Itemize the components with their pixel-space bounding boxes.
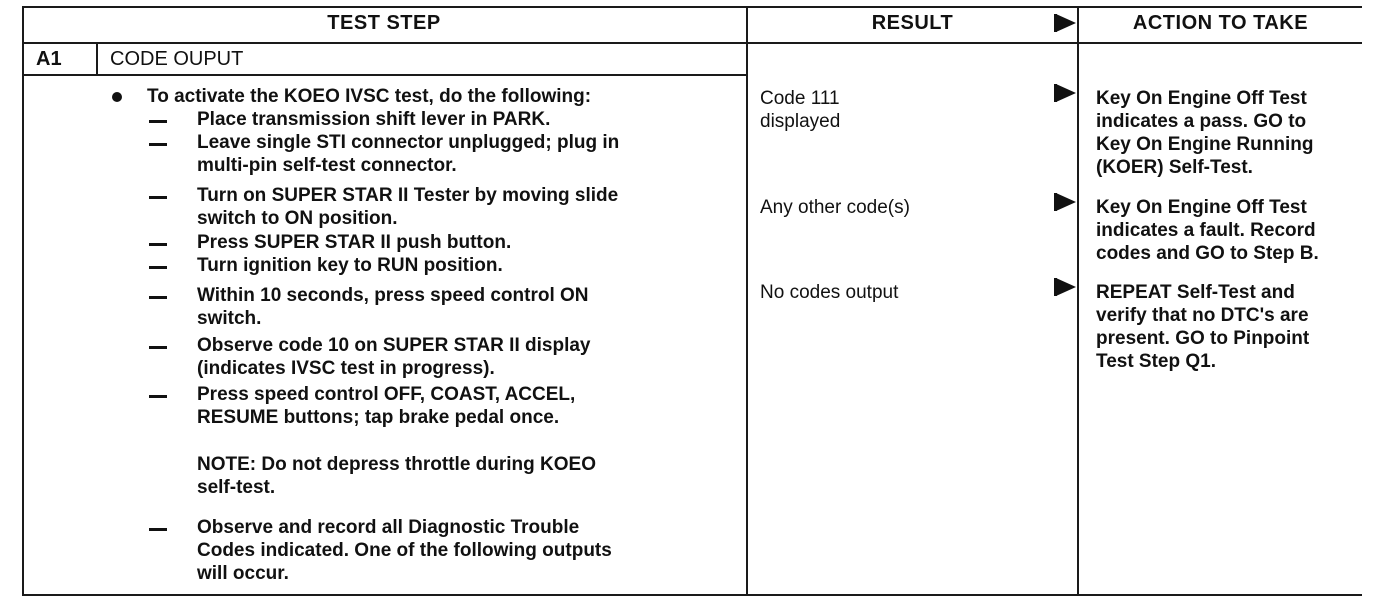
action-text: codes and GO to Step B. (1096, 243, 1319, 264)
result-column-divider (746, 6, 748, 596)
final-instruction-cont: will occur. (197, 563, 289, 584)
action-column-divider (1077, 6, 1079, 596)
step-title-bottom-border (22, 74, 747, 76)
action-text: Test Step Q1. (1096, 351, 1217, 372)
note-text-cont: self-test. (197, 477, 276, 498)
instruction-item: Within 10 seconds, press speed control ON (197, 285, 589, 306)
dash-icon (149, 143, 167, 146)
step-title: CODE OUPUT (110, 48, 244, 70)
bottom-border (22, 594, 1362, 596)
note-text: NOTE: Do not depress throttle during KOEO (197, 454, 596, 475)
action-text: present. GO to Pinpoint (1096, 328, 1310, 349)
final-instruction: Observe and record all Diagnostic Trouble (197, 517, 580, 538)
instruction-item: Leave single STI connector unplugged; plug in (197, 132, 620, 153)
left-border (22, 6, 24, 596)
header-test-step: TEST STEP (327, 12, 441, 34)
result-text: Any other code(s) (760, 197, 910, 218)
action-text: indicates a pass. GO to (1096, 111, 1307, 132)
dash-icon (149, 266, 167, 269)
instruction-item: Press speed control OFF, COAST, ACCEL, (197, 384, 576, 405)
instruction-item: Turn on SUPER STAR II Tester by moving slide (197, 185, 619, 206)
instruction-bullet-text: To activate the KOEO IVSC test, do the following: (147, 86, 592, 107)
instruction-item-cont: RESUME buttons; tap brake pedal once. (197, 407, 560, 428)
dash-icon (149, 296, 167, 299)
instruction-item: Observe code 10 on SUPER STAR II display (197, 335, 591, 356)
action-text: indicates a fault. Record (1096, 220, 1316, 241)
header-bottom-border (22, 42, 1362, 44)
header-result: RESULT (871, 12, 954, 34)
instruction-item: Press SUPER STAR II push button. (197, 232, 512, 253)
header-arrow-icon (1056, 14, 1076, 32)
dash-icon (149, 528, 167, 531)
result-text: Code 111 (760, 88, 840, 109)
action-text: Key On Engine Off Test (1096, 197, 1307, 218)
dash-icon (149, 346, 167, 349)
instruction-item: Place transmission shift lever in PARK. (197, 109, 551, 130)
action-text: REPEAT Self-Test and (1096, 282, 1295, 303)
bullet-icon (112, 92, 122, 102)
arrow-icon (1056, 193, 1076, 211)
arrow-icon (1056, 278, 1076, 296)
result-text: No codes output (760, 282, 899, 303)
step-id-divider (96, 42, 98, 76)
final-instruction-cont: Codes indicated. One of the following outputs (197, 540, 612, 561)
instruction-item: Turn ignition key to RUN position. (197, 255, 503, 276)
dash-icon (149, 243, 167, 246)
instruction-item-cont: switch. (197, 308, 262, 329)
dash-icon (149, 120, 167, 123)
header-action: ACTION TO TAKE (1132, 12, 1309, 34)
dash-icon (149, 196, 167, 199)
result-text: displayed (760, 111, 841, 132)
arrow-icon (1056, 84, 1076, 102)
action-text: verify that no DTC's are (1096, 305, 1309, 326)
instruction-item-cont: switch to ON position. (197, 208, 398, 229)
step-id: A1 (36, 48, 62, 70)
action-text: Key On Engine Off Test (1096, 88, 1307, 109)
action-text: (KOER) Self-Test. (1096, 157, 1253, 178)
action-text: Key On Engine Running (1096, 134, 1314, 155)
dash-icon (149, 395, 167, 398)
instruction-item-cont: (indicates IVSC test in progress). (197, 358, 495, 379)
instruction-item-cont: multi-pin self-test connector. (197, 155, 457, 176)
